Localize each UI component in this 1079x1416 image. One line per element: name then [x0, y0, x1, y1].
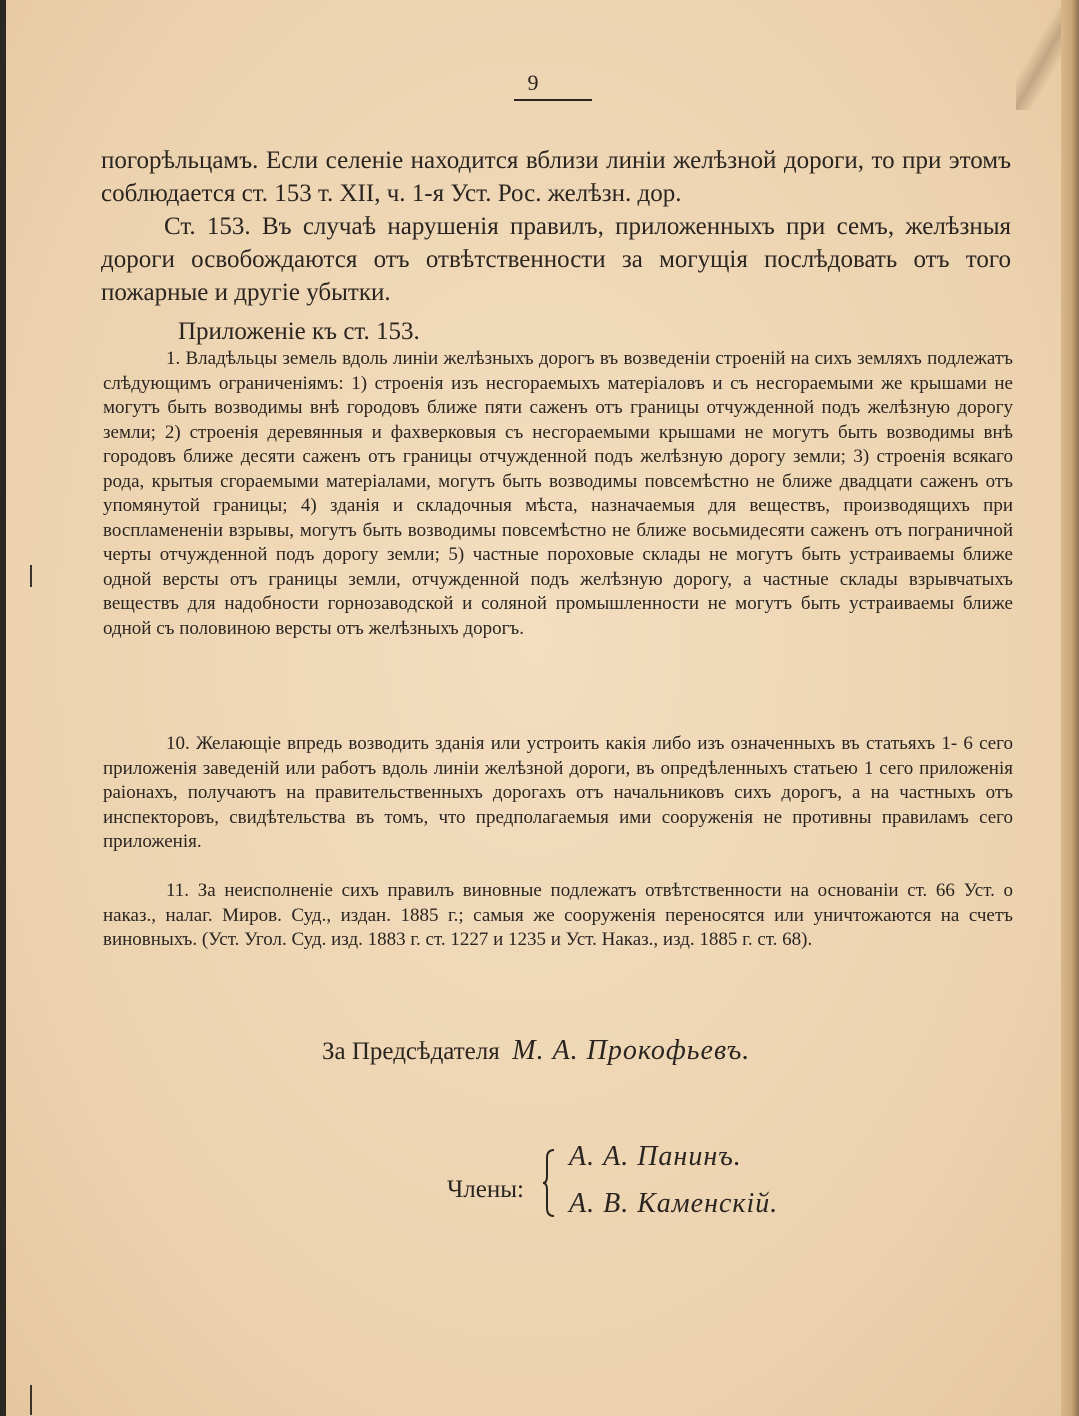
members-brace: [542, 1148, 556, 1218]
member-1-name: А. А. Панинъ.: [569, 1141, 742, 1172]
page-edge: [1061, 0, 1079, 1416]
paragraph-intro: погорѣльцамъ. Если селеніе находится вблизи линіи желѣзной дороги, то при этомъ соблюдается ст. 153 т. XII, ч. 1-я Уст. Рос. желѣзн. дор.: [101, 147, 1011, 207]
chair-signature-line: [322, 1035, 750, 1067]
paragraph-item-1: 1. Владѣльцы земель вдоль линіи желѣзныхъ дорогъ въ возведеніи строеній на сихъ земляхъ подлежатъ слѣдующимъ ограниченіямъ: 1) строенія изъ несгораемыхъ матеріаловъ и съ несгораемыми же крышами не могутъ быть возводимы внѣ городовъ ближе пяти саженъ отъ границы отчужденной подъ желѣзную дорогу земли; 2) строенія деревянныя и фахверковыя съ несгораемыми крышами не могутъ быть возводимы внѣ городовъ ближе десяти саженъ отъ границы отчужденной подъ желѣзную дорогу земли; 3) строенія всякаго рода, крытыя сгораемыми матеріалами, могутъ быть возводимы повсемѣстно не ближе двадцати саженъ отъ упомянутой границы; 4) зданія и складочныя мѣста, назначаемыя для веществъ, производящихъ при воспламененіи взрывы, могутъ быть возводимы повсемѣстно не ближе восьмидесяти саженъ отъ пограничной черты отчужденной подъ дорогу земли; 5) частные пороховые склады не могутъ быть устраиваемы ближе одной версты отъ границы земли, отчужденной подъ желѣзную дорогу, а частные склады взрывчатыхъ веществъ для надобности горнозаводской и соляной промышленности не могутъ быть устраиваемы ближе одной съ половиною версты отъ желѣзныхъ дорогъ.: [103, 348, 1013, 639]
paragraph-item-10: 10. Желающіе впредь возводить зданія или устроить какія либо изъ означенныхъ въ статьяхъ 1- 6 сего приложенія заведеній или работъ вдоль линіи желѣзной дороги, въ опредѣленныхъ статьею 1 сего приложенія раіонахъ, получаютъ на правительственныхъ дорогахъ отъ начальниковъ сихъ дорогъ, а на частныхъ отъ инспекторовъ, свидѣтельства въ томъ, что предполагаемыя ими сооруженія не противны правиламъ сего приложенія.: [103, 733, 1013, 852]
paragraph-item-11: 11. За неисполненіе сихъ правилъ виновные подлежатъ отвѣтственности на основаніи ст. 66 Уст. о наказ., налаг. Миров. Суд., издан. 1885 г.; самыя же сооруженія переносятся или уничтожаются на счетъ виновныхъ. (Уст. Угол. Суд. изд. 1883 г. ст. 1227 и 1235 и Уст. Наказ., изд. 1885 г. ст. 68).: [103, 880, 1013, 950]
member-2-name: А. В. Каменскій.: [569, 1188, 779, 1219]
margin-mark: [30, 565, 32, 587]
paragraph-article-153: Ст. 153. Въ случаѣ нарушенія правилъ, приложенныхъ при семъ, желѣзныя дороги освобождаются отъ отвѣтственности за могущія послѣдовать отъ того пожарные и другіе убытки.: [101, 213, 1011, 306]
appendix-heading: Приложеніе къ ст. 153.: [178, 318, 420, 345]
page-number-rule: [514, 99, 592, 101]
members-label: Члены:: [447, 1176, 524, 1203]
margin-mark: [30, 1385, 32, 1415]
chair-name: М. А. Прокофьевъ.: [512, 1035, 751, 1066]
document-page: [6, 0, 1061, 1416]
page-number: 9: [527, 70, 540, 95]
chair-label: За Предсѣдателя: [322, 1038, 500, 1065]
